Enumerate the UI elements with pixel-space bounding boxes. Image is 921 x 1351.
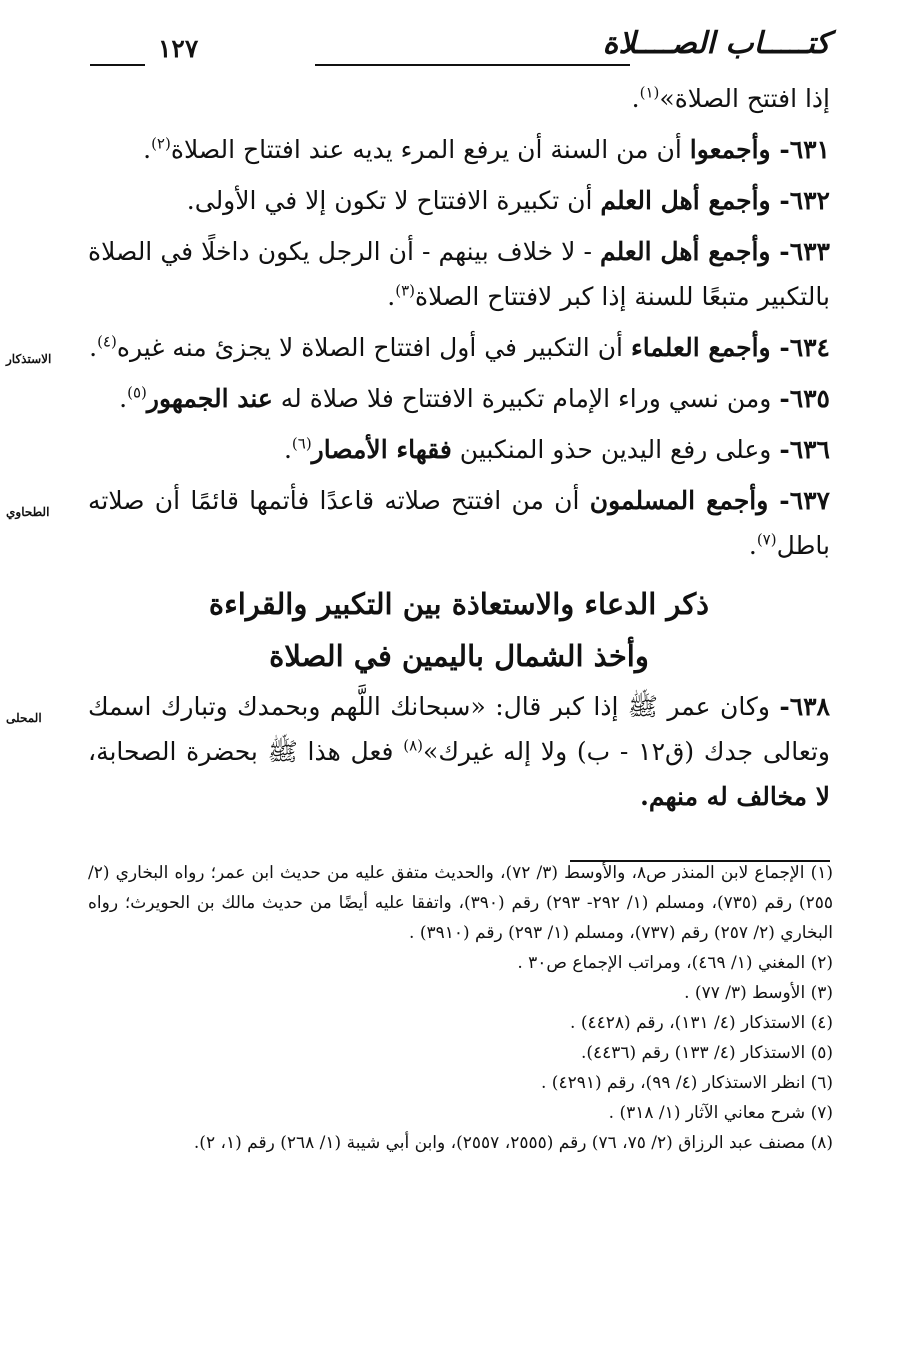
paragraph-text: ومن نسي وراء الإمام تكبيرة الافتتاح فلا صلاة له (272, 384, 780, 413)
footnotes (88, 858, 833, 1158)
paragraph-text: وكان عمر ﷺ إذا كبر قال: «سبحانك اللَّهم وبحمدك وتبارك اسمك وتعالى جدك (ق١٢ - ب) ولا إله غيرك» (88, 692, 830, 766)
paragraph-632 (88, 178, 830, 223)
running-header (90, 24, 830, 80)
footnote-4: (٤) الاستذكار (٤/ ١٣١)، رقم (٤٤٢٨) . (570, 1013, 833, 1033)
paragraph-text: - لا خلاف بينهم - أن الرجل يكون داخلًا في الصلاة بالتكبير متبعًا للسنة إذا كبر لافتتاح الصلاة (88, 237, 830, 311)
footnote-7: (٧) شرح معاني الآثار (١/ ٣١٨) . (608, 1103, 833, 1123)
paragraph-lead: ٦٣٥- (779, 384, 830, 413)
paragraph-end: . (748, 531, 757, 560)
margin-source-label: الطحاوي (6, 505, 50, 519)
paragraph-emphasis: فقهاء الأمصار (311, 435, 452, 464)
footnote-2: (٢) المغني (١/ ٤٦٩)، ومراتب الإجماع ص٣٠ . (517, 953, 833, 973)
footnote-ref[interactable]: (١) (639, 83, 660, 102)
margin-source-label: الاستذكار (6, 352, 52, 366)
paragraph-emphasis: عند الجمهور (146, 384, 273, 413)
paragraph-text: أن التكبير في أول افتتاح الصلاة لا يجزئ منه غيره (116, 333, 631, 362)
paragraph-637 (6, 478, 830, 568)
paragraph-emphasis: لا مخالف له منهم. (640, 782, 830, 811)
paragraph-text: أن من السنة أن يرفع المرء يديه عند افتتاح الصلاة (170, 135, 690, 164)
paragraph-lead: ٦٣٧- وأجمع المسلمون (589, 486, 830, 515)
paragraph-lead: ٦٣٤- وأجمع العلماء (630, 333, 830, 362)
paragraph-638 (6, 684, 830, 819)
footnote-ref[interactable]: (٥) (127, 383, 147, 402)
section-title-line-1: ذكر الدعاء والاستعاذة بين التكبير والقراءة (208, 587, 710, 621)
footnote-ref[interactable]: (٨) (403, 736, 424, 755)
footnote-ref[interactable]: (٢) (151, 134, 171, 153)
footnote-5: (٥) الاستذكار (٤/ ١٣٣) رقم (٤٤٣٦). (580, 1043, 833, 1063)
paragraph-text: وعلى رفع اليدين حذو المنكبين (451, 435, 780, 464)
paragraph-text-continued: فعل هذا ﷺ بحضرة الصحابة، (88, 737, 404, 766)
paragraph-lead: ٦٣٦- (779, 435, 830, 464)
footnote-1: (١) الإجماع لابن المنذر ص٨، والأوسط (٣/ ٧٢)، والحديث متفق عليه من حديث ابن عمر؛ رواه البخاري (٢/ ٢٥٥) رقم (٧٣٥)، ومسلم (١/ ٢٩٢- ٢٩٣) رقم (٣٩٠)، واتفقا عليه أيضًا من حديث مالك بن الحويرث؛ رواه البخاري (٢/ ٢٥٧) رقم (٧٣٧)، ومسلم (١/ ٢٩٣) رقم (٣٩١٠) . (88, 863, 833, 943)
paragraph-636 (88, 427, 830, 472)
paragraph-end: . (119, 384, 128, 413)
paragraph-631 (88, 127, 830, 172)
footnote-ref[interactable]: (٧) (756, 530, 777, 549)
footnote-ref[interactable]: (٦) (291, 434, 312, 453)
page-number: ١٢٧ (158, 34, 199, 63)
paragraph-text: إذا افتتح الصلاة» (659, 84, 830, 113)
book-title: كتـــــاب الصــــلاة (602, 26, 830, 61)
paragraph-end: . (387, 282, 396, 311)
main-text (6, 76, 830, 825)
paragraph-lead: ٦٣٢- وأجمع أهل العلم (600, 186, 830, 215)
footnote-ref[interactable]: (٣) (395, 281, 416, 300)
paragraph-633 (88, 229, 830, 319)
paragraph-end: . (89, 333, 98, 362)
paragraph-end: . (143, 135, 152, 164)
paragraph-lead: ٦٣٨- (779, 692, 830, 721)
margin-source-label: المحلى (6, 711, 42, 725)
paragraph-text: أن تكبيرة الافتتاح لا تكون إلا في الأولى. (186, 186, 601, 215)
paragraph-lead: ٦٣٣- وأجمع أهل العلم (600, 237, 830, 266)
header-rule-middle (315, 64, 630, 66)
footnote-6: (٦) انظر الاستذكار (٤/ ٩٩)، رقم (٤٢٩١) . (541, 1073, 833, 1093)
paragraph-end: . (631, 84, 640, 113)
paragraph-text: أن من افتتح صلاته قاعدًا فأتمها قائمًا أن صلاته باطل (88, 486, 830, 560)
paragraph-lead: ٦٣١- وأجمعوا (689, 135, 830, 164)
paragraph-634 (6, 325, 830, 370)
paragraph-635 (88, 376, 830, 421)
section-title (88, 578, 830, 682)
footnote-3: (٣) الأوسط (٣/ ٧٧) . (684, 983, 833, 1003)
paragraph-end: . (283, 435, 292, 464)
footnote-ref[interactable]: (٤) (97, 332, 117, 351)
paragraph-continuation (88, 76, 830, 121)
section-title-line-2: وأخذ الشمال باليمين في الصلاة (269, 639, 649, 673)
footnote-8: (٨) مصنف عبد الرزاق (٢/ ٧٥، ٧٦) رقم (٢٥٥٥، ٢٥٥٧)، وابن أبي شيبة (١/ ٢٦٨) رقم (١، ٢). (193, 1133, 833, 1153)
header-rule-left (90, 64, 145, 66)
